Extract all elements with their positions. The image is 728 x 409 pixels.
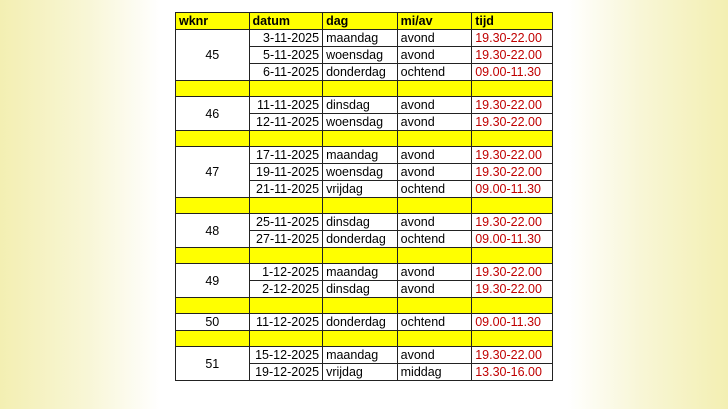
miav-cell: avond [397,347,472,364]
table-row [176,147,553,164]
tijd-cell: 09.00-11.30 [472,64,553,81]
separator-cell [249,81,323,97]
table-row [176,214,553,231]
table-row [176,347,553,364]
dag-cell: donderdag [323,314,398,331]
tijd-cell: 19.30-22.00 [472,164,553,181]
datum-cell: 11-12-2025 [249,314,323,331]
week-separator-row [176,131,553,147]
dag-cell: maandag [323,147,398,164]
separator-cell [472,331,553,347]
table-row [176,30,553,47]
miav-cell: avond [397,97,472,114]
separator-cell [176,198,250,214]
header-datum: datum [249,13,323,30]
dag-cell: maandag [323,264,398,281]
schedule-body [176,30,553,381]
week-number-cell: 50 [176,314,250,331]
separator-cell [397,248,472,264]
week-number-cell: 49 [176,264,250,298]
week-number-cell: 47 [176,147,250,198]
week-separator-row [176,248,553,264]
separator-cell [472,81,553,97]
datum-cell: 19-11-2025 [249,164,323,181]
tijd-cell: 19.30-22.00 [472,47,553,64]
datum-cell: 6-11-2025 [249,64,323,81]
dag-cell: woensdag [323,164,398,181]
separator-cell [397,81,472,97]
separator-cell [323,131,398,147]
schedule-table [175,12,553,381]
datum-cell: 15-12-2025 [249,347,323,364]
separator-cell [176,131,250,147]
header-row [176,13,553,30]
week-separator-row [176,298,553,314]
separator-cell [176,331,250,347]
tijd-cell: 19.30-22.00 [472,264,553,281]
datum-cell: 17-11-2025 [249,147,323,164]
miav-cell: avond [397,214,472,231]
datum-cell: 12-11-2025 [249,114,323,131]
separator-cell [397,131,472,147]
week-number-cell: 45 [176,30,250,81]
datum-cell: 27-11-2025 [249,231,323,248]
datum-cell: 3-11-2025 [249,30,323,47]
dag-cell: vrijdag [323,181,398,198]
datum-cell: 1-12-2025 [249,264,323,281]
separator-cell [323,331,398,347]
miav-cell: ochtend [397,231,472,248]
dag-cell: woensdag [323,114,398,131]
dag-cell: dinsdag [323,97,398,114]
schedule-sheet [161,0,567,409]
separator-cell [472,198,553,214]
separator-cell [323,248,398,264]
separator-cell [249,131,323,147]
dag-cell: donderdag [323,231,398,248]
miav-cell: middag [397,364,472,381]
dag-cell: dinsdag [323,281,398,298]
tijd-cell: 09.00-11.30 [472,181,553,198]
miav-cell: avond [397,264,472,281]
miav-cell: avond [397,164,472,181]
tijd-cell: 09.00-11.30 [472,314,553,331]
miav-cell: avond [397,30,472,47]
separator-cell [397,298,472,314]
dag-cell: woensdag [323,47,398,64]
header-miav: mi/av [397,13,472,30]
week-separator-row [176,331,553,347]
miav-cell: ochtend [397,181,472,198]
miav-cell: avond [397,114,472,131]
datum-cell: 25-11-2025 [249,214,323,231]
separator-cell [397,198,472,214]
dag-cell: maandag [323,347,398,364]
miav-cell: ochtend [397,314,472,331]
datum-cell: 2-12-2025 [249,281,323,298]
tijd-cell: 19.30-22.00 [472,114,553,131]
separator-cell [249,248,323,264]
dag-cell: donderdag [323,64,398,81]
tijd-cell: 19.30-22.00 [472,97,553,114]
week-number-cell: 46 [176,97,250,131]
tijd-cell: 19.30-22.00 [472,347,553,364]
table-row [176,264,553,281]
separator-cell [323,198,398,214]
tijd-cell: 19.30-22.00 [472,281,553,298]
table-row [176,97,553,114]
header-tijd: tijd [472,13,553,30]
separator-cell [472,248,553,264]
separator-cell [323,298,398,314]
separator-cell [249,331,323,347]
dag-cell: maandag [323,30,398,47]
separator-cell [472,298,553,314]
tijd-cell: 09.00-11.30 [472,231,553,248]
datum-cell: 19-12-2025 [249,364,323,381]
separator-cell [249,298,323,314]
separator-cell [176,81,250,97]
week-separator-row [176,81,553,97]
week-separator-row [176,198,553,214]
separator-cell [176,298,250,314]
miav-cell: avond [397,281,472,298]
separator-cell [397,331,472,347]
tijd-cell: 19.30-22.00 [472,30,553,47]
dag-cell: dinsdag [323,214,398,231]
miav-cell: avond [397,47,472,64]
miav-cell: ochtend [397,64,472,81]
dag-cell: vrijdag [323,364,398,381]
datum-cell: 5-11-2025 [249,47,323,64]
tijd-cell: 13.30-16.00 [472,364,553,381]
tijd-cell: 19.30-22.00 [472,214,553,231]
header-wknr: wknr [176,13,250,30]
tijd-cell: 19.30-22.00 [472,147,553,164]
datum-cell: 11-11-2025 [249,97,323,114]
miav-cell: avond [397,147,472,164]
separator-cell [176,248,250,264]
separator-cell [249,198,323,214]
datum-cell: 21-11-2025 [249,181,323,198]
separator-cell [323,81,398,97]
week-number-cell: 48 [176,214,250,248]
table-row [176,314,553,331]
week-number-cell: 51 [176,347,250,381]
header-dag: dag [323,13,398,30]
separator-cell [472,131,553,147]
